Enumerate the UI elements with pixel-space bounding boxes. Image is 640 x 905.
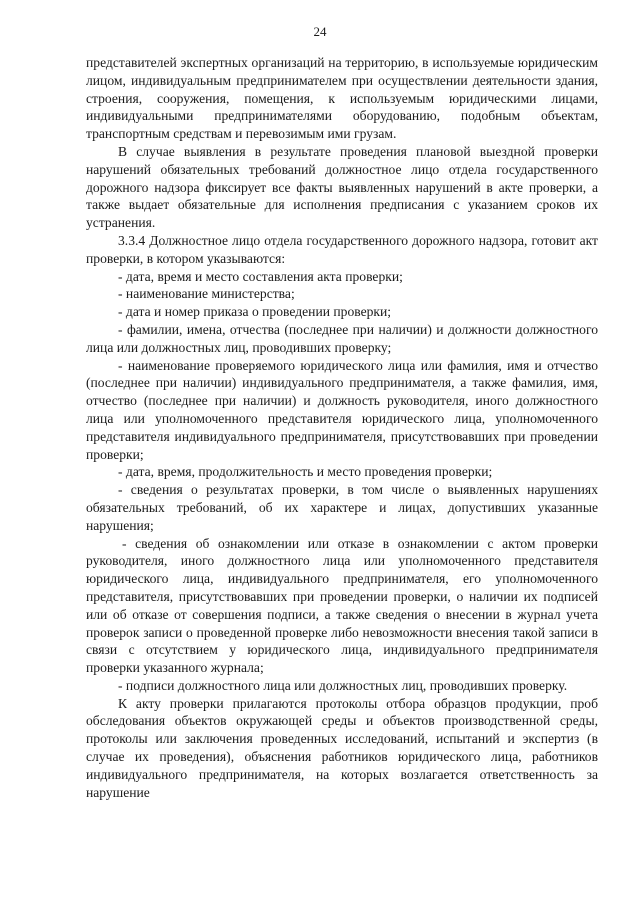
paragraph-attachments: К акту проверки прилагаются протоколы отбора образцов продукции, проб обследования объектов окружающей среды и объектов производственной среды, протоколы или заключения проведенных исследований, испытаний и экспертиз (в случае их проведения), объяснения работников юридического лица, работников индивидуального предпринимателя, на которых возлагается ответственность за нарушение [86, 695, 598, 800]
list-item: - сведения об ознакомлении или отказе в ознакомлении с актом проверки руководителя, иного должностного лица или уполномоченного представителя юридического лица, индивидуального предпринимателя, его уполномоченного представителя, присутствовавших при проведении проверки, о наличии их подписей или об отказе от совершения подписи, а также сведения о внесении в журнал учета проверок записи о проведенной проверке либо невозможности внесения такой записи в связи с отсутствием у юридического лица, индивидуального предпринимателя проверки указанного журнала; [86, 535, 598, 676]
page-number: 24 [313, 24, 327, 39]
list-item: - наименование проверяемого юридического лица или фамилия, имя и отчество (последнее при наличии) индивидуального предпринимателя, а также фамилия, имя, отчество (последнее при наличии) и должность руководителя, иного должностного лица или уполномоченного представителя юридического лица, уполномоченного представителя индивидуального предпринимателя, присутствовавших при проведении проверки; [86, 357, 598, 462]
document-body [86, 54, 598, 801]
list-item: - сведения о результатах проверки, в том числе о выявленных нарушениях обязательных требований, об их характере и лицах, допустивших указанные нарушения; [86, 482, 598, 533]
list-item: - наименование министерства; [118, 286, 295, 302]
list-item: - дата, время и место составления акта проверки; [118, 268, 403, 284]
paragraph-violations: В случае выявления в результате проведения плановой выездной проверки нарушений обязательных требований должностное лицо отдела государственного дорожного надзора фиксирует все факты выявленных нарушений в акте проверки, а также выдает обязательные для исполнения предписания с указанием сроков их устранения. [86, 143, 598, 231]
paragraph-3-3-4: 3.3.4 Должностное лицо отдела государственного дорожного надзора, готовит акт проверки, в котором указываются: [86, 232, 598, 266]
list-item: - дата и номер приказа о проведении проверки; [118, 304, 392, 320]
list-item: - фамилии, имена, отчества (последнее при наличии) и должности должностного лица или должностных лиц, проводивших проверку; [86, 321, 598, 355]
list-item: - дата, время, продолжительность и место проведения проверки; [118, 464, 493, 480]
list-item: - подписи должностного лица или должностных лиц, проводивших проверку. [118, 677, 568, 693]
paragraph-continuation: представителей экспертных организаций на территорию, в используемые юридическим лицом, индивидуальным предпринимателем при осуществлении деятельности здания, строения, сооружения, помещения, к используемым юридическими лицами, индивидуальными предпринимателями оборудованию, подобным объектам, транспортным средствам и перевозимым ими грузам. [86, 55, 598, 142]
